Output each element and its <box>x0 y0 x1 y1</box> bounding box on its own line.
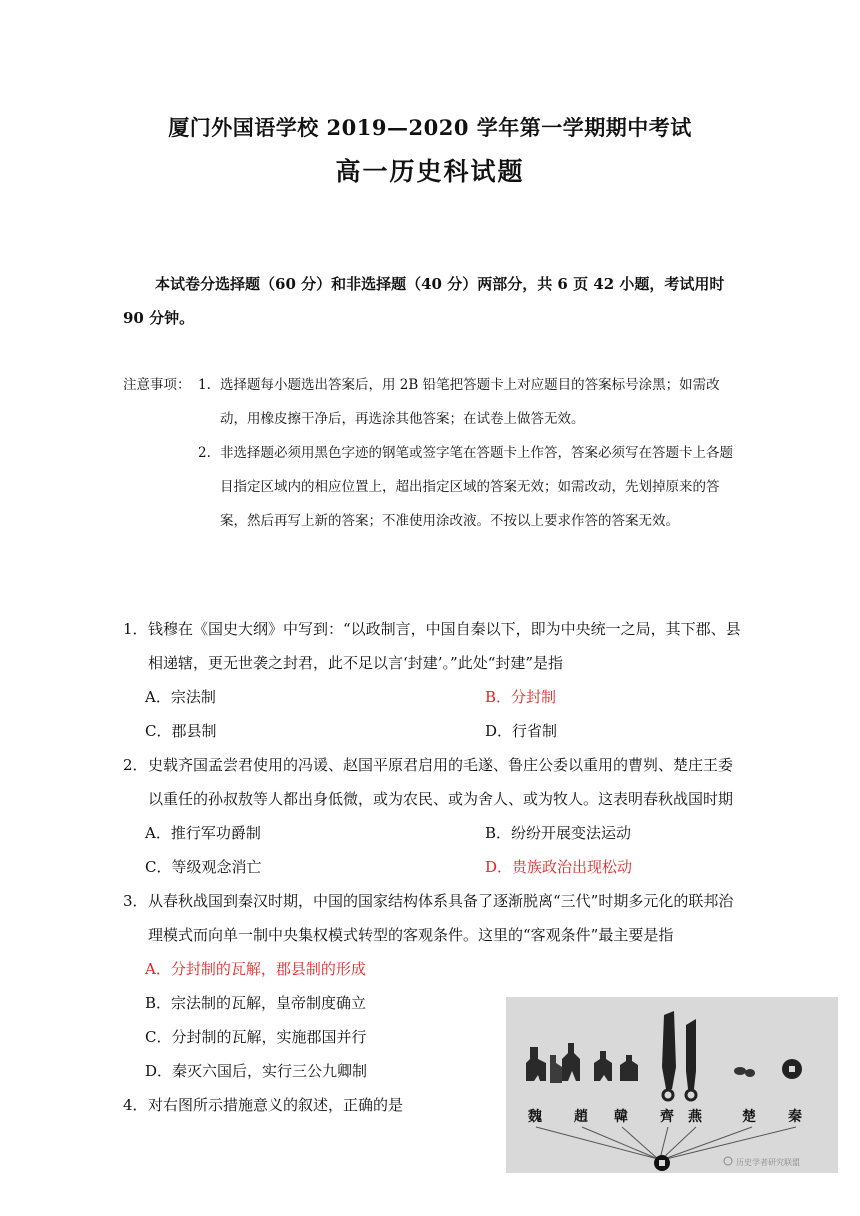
exam-title: 厦门外国语学校 2019—2020 学年第一学期期中考试 <box>168 115 692 140</box>
option-c: C．郡县制 <box>145 722 217 740</box>
figure-label-han: 韓 <box>614 1109 628 1125</box>
option-b-answer: B．分封制 <box>485 688 557 706</box>
figure-label-qin: 秦 <box>788 1109 802 1125</box>
zhao-spade-coin <box>550 1043 580 1083</box>
question-stem: 史载齐国孟尝君使用的冯谖、赵国平原君启用的毛遂、鲁庄公委以重用的曹刿、楚庄王委以重任的孙叔敖等人都出身低微，或为农民、或为舍人、或为牧人。这表明春秋战国时期 <box>148 756 734 808</box>
figure-label-qi: 齊 <box>660 1109 674 1125</box>
question-stem: 从春秋战国到秦汉时期，中国的国家结构体系具备了逐渐脱离“三代”时期多元化的联邦治理模式而向单一制中央集权模式转型的客观条件。这里的“客观条件”最主要是指 <box>148 892 734 944</box>
qin-round-coin <box>782 1059 802 1079</box>
question-stem: 钱穆在《国史大纲》中写到：“以政制言，中国自秦以下，即为中央统一之局，其下郡、县相递辖，更无世袭之封君，此不足以言‘封建’。”此处“封建”是指 <box>148 620 741 672</box>
chu-ant-nose-coin <box>734 1067 755 1077</box>
question-number: 2． <box>123 756 148 774</box>
question-2 <box>123 748 743 884</box>
option-d: D．行省制 <box>485 722 558 740</box>
figure-label-wei: 魏 <box>528 1109 542 1125</box>
watermark-text: 历史学者研究联盟 <box>736 1158 800 1167</box>
convergence-lines <box>536 1127 796 1159</box>
option-c: C．等级观念消亡 <box>145 858 262 876</box>
notes-section <box>123 368 743 538</box>
wei-spade-coin <box>526 1047 546 1081</box>
note-text: 选择题每小题选出答案后，用 2B 铅笔把答题卡上对应题目的答案标号涂黑；如需改动，用橡皮擦干净后，再选涂其他答案；在试卷上做答无效。 <box>220 377 720 427</box>
note-text: 非选择题必须用黑色字迹的钢笔或签字笔在答题卡上作答，答案必须写在答题卡上各题目指定区域内的相应位置上，超出指定区域的答案无效；如需改动，先划掉原来的答案，然后再写上新的答案；不准使用涂改液。不按以上要求作答的答案无效。 <box>220 445 733 529</box>
question-stem: 对右图所示措施意义的叙述，正确的是 <box>148 1096 404 1114</box>
option-a: A．宗法制 <box>145 688 216 706</box>
yan-knife-coin <box>686 1019 696 1100</box>
exam-subtitle: 高一历史科试题 <box>335 157 525 186</box>
figure-label-zhao: 趙 <box>574 1109 588 1125</box>
qi-knife-coin <box>662 1011 676 1100</box>
unified-banliang-coin <box>654 1155 670 1171</box>
coins-illustration <box>506 997 838 1173</box>
option-b: B．纷纷开展变法运动 <box>485 824 632 842</box>
option-b: B．宗法制的瓦解，皇帝制度确立 <box>145 994 367 1012</box>
option-c: C．分封制的瓦解，实施郡国并行 <box>145 1028 367 1046</box>
notes-heading: 注意事项： <box>123 377 191 393</box>
option-a-answer: A．分封制的瓦解，郡县制的形成 <box>145 960 366 978</box>
figure-label-yan: 燕 <box>688 1109 702 1125</box>
question-number: 4． <box>123 1096 148 1114</box>
question-number: 1． <box>123 620 148 638</box>
watermark <box>724 1157 800 1167</box>
figure-label-chu: 楚 <box>742 1109 756 1125</box>
exam-intro: 本试卷分选择题（60 分）和非选择题（40 分）两部分，共 6 页 42 小题，考试用时 90 分钟。 <box>123 275 725 327</box>
ancient-coins-figure <box>506 997 838 1173</box>
option-a: A．推行军功爵制 <box>145 824 261 842</box>
option-d: D．秦灭六国后，实行三公九卿制 <box>145 1062 368 1080</box>
option-d-answer: D．贵族政治出现松动 <box>485 858 633 876</box>
question-number: 3． <box>123 892 148 910</box>
note-number: 1. <box>198 377 211 393</box>
note-number: 2. <box>198 445 211 461</box>
question-1 <box>123 612 743 748</box>
han-spade-coin <box>594 1051 638 1081</box>
